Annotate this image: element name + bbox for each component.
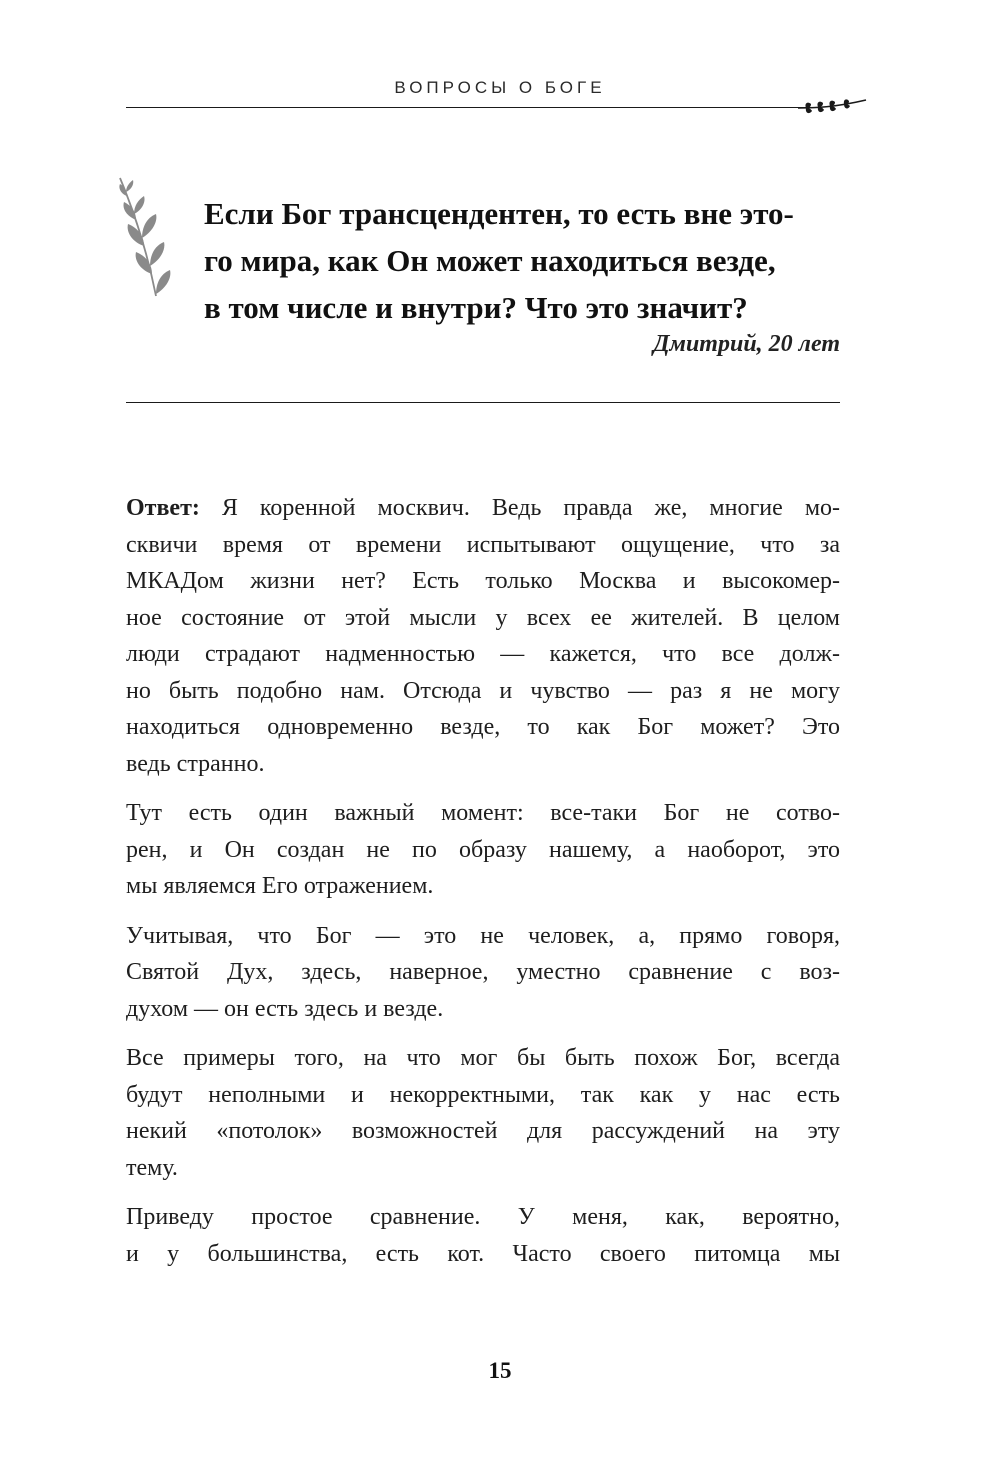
- leaf-branch-icon: [796, 94, 868, 120]
- answer-paragraph: [126, 1199, 840, 1272]
- text-line: тему.: [126, 1154, 178, 1181]
- section-rule: [126, 402, 840, 403]
- text-line: и у большинства, есть кот. Часто своего питомца мы: [126, 1240, 840, 1267]
- text-line: находиться одновременно везде, то как Бог может? Это: [126, 714, 840, 740]
- question-heading: [204, 190, 844, 331]
- text-line: люди страдают надменностью — кажется, что все долж-: [126, 641, 840, 667]
- answer-paragraph: [126, 490, 840, 782]
- text-line: сквичи время от времени испытывают ощущение, что за: [126, 531, 840, 558]
- text-line: духом — он есть здесь и везде.: [126, 995, 444, 1022]
- answer-paragraph: [126, 1040, 840, 1186]
- text-line: Ответ: Я коренной москвич. Ведь правда же, многие мо-: [126, 495, 840, 521]
- text-line: мы являемся Его отражением.: [126, 873, 434, 899]
- text-line: Тут есть один важный момент: все-таки Бог не сотво-: [126, 800, 840, 826]
- text-line: ное состояние от этой мысли у всех ее жителей. В целом: [126, 604, 840, 631]
- header-rule: [126, 107, 806, 108]
- text-line: некий «потолок» возможностей для рассуждений на эту: [126, 1118, 840, 1144]
- question-line: го мира, как Он может находиться везде,: [204, 243, 776, 278]
- question-line: в том числе и внутри? Что это значит?: [204, 290, 748, 325]
- answer-paragraph: [126, 918, 840, 1028]
- answer-body: [126, 490, 840, 1285]
- text-line: Все примеры того, на что мог бы быть похож Бог, всегда: [126, 1045, 840, 1071]
- text-line: Святой Дух, здесь, наверное, уместно сравнение с воз-: [126, 959, 840, 985]
- question-line: Если Бог трансцендентен, то есть вне это-: [204, 196, 794, 231]
- text-line: Учитывая, что Бог — это не человек, а, прямо говоря,: [126, 922, 840, 949]
- text-line: будут неполными и некорректными, так как у нас есть: [126, 1081, 840, 1108]
- answer-label: Ответ:: [126, 495, 200, 521]
- text-line: Приведу простое сравнение. У меня, как, вероятно,: [126, 1204, 840, 1230]
- text-line: МКАДом жизни нет? Есть только Москва и высокомер-: [126, 568, 840, 594]
- answer-paragraph: [126, 795, 840, 905]
- leaf-sprig-icon: [112, 176, 178, 300]
- question-attribution: Дмитрий, 20 лет: [653, 331, 840, 357]
- page-number: 15: [488, 1358, 512, 1383]
- text-line: но быть подобно нам. Отсюда и чувство — раз я не могу: [126, 677, 840, 704]
- text-line: рен, и Он создан не по образу нашему, а наоборот, это: [126, 836, 840, 863]
- text-line: ведь странно.: [126, 750, 265, 777]
- running-header: ВОПРОСЫ О БОГЕ: [394, 78, 606, 97]
